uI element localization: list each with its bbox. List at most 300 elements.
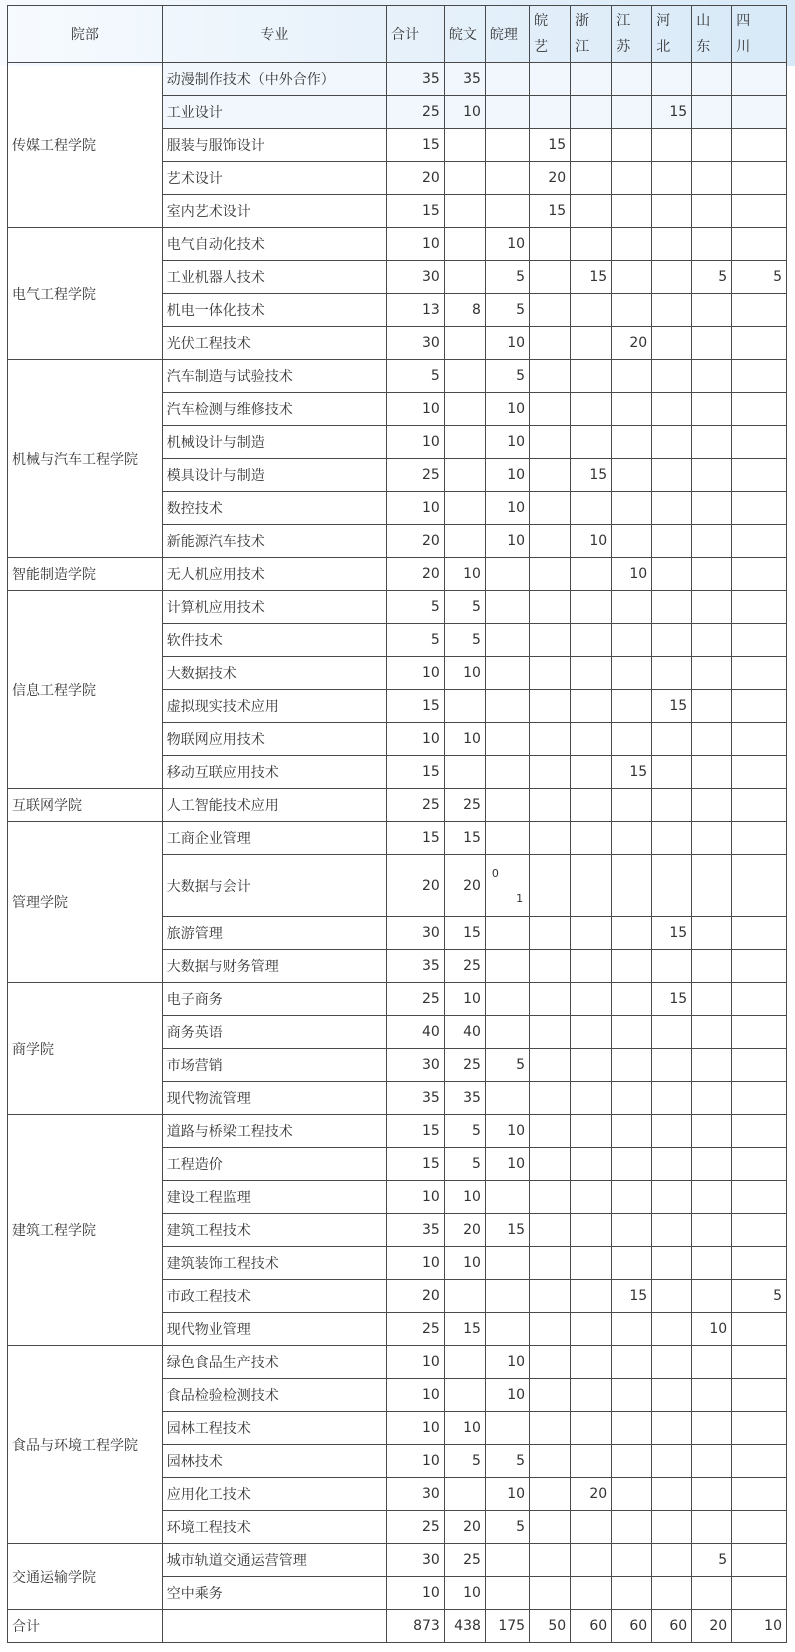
value-cell bbox=[485, 657, 529, 690]
value-cell bbox=[692, 1181, 732, 1214]
value-cell bbox=[652, 1214, 692, 1247]
value-cell bbox=[530, 657, 571, 690]
value-cell bbox=[530, 63, 571, 96]
major-cell: 现代物业管理 bbox=[162, 1313, 386, 1346]
value-cell bbox=[571, 657, 612, 690]
value-cell bbox=[692, 1247, 732, 1280]
value-cell bbox=[652, 1511, 692, 1544]
major-cell: 道路与桥梁工程技术 bbox=[162, 1115, 386, 1148]
table-row bbox=[8, 1115, 787, 1148]
value-cell: 25 bbox=[386, 459, 444, 492]
major-cell: 机电一体化技术 bbox=[162, 294, 386, 327]
value-cell: 10 bbox=[444, 96, 485, 129]
value-cell: 25 bbox=[386, 789, 444, 822]
value-cell: 5 bbox=[444, 591, 485, 624]
value-cell bbox=[444, 690, 485, 723]
value-cell: 20 bbox=[386, 162, 444, 195]
value-cell: 10 bbox=[485, 1478, 529, 1511]
value-cell bbox=[444, 393, 485, 426]
value-cell bbox=[732, 1379, 787, 1412]
value-cell bbox=[732, 1511, 787, 1544]
value-cell: 5 bbox=[485, 1511, 529, 1544]
value-cell: 10 bbox=[485, 459, 529, 492]
value-cell: 10 bbox=[386, 657, 444, 690]
major-cell: 无人机应用技术 bbox=[162, 558, 386, 591]
value-cell bbox=[530, 855, 571, 917]
value-cell bbox=[530, 525, 571, 558]
value-cell: 20 bbox=[530, 162, 571, 195]
department-cell: 建筑工程学院 bbox=[8, 1115, 163, 1346]
value-cell: 10 bbox=[485, 393, 529, 426]
value-cell bbox=[652, 657, 692, 690]
value-cell bbox=[485, 1016, 529, 1049]
value-cell: 20 bbox=[444, 855, 485, 917]
major-cell: 建筑工程技术 bbox=[162, 1214, 386, 1247]
value-cell bbox=[732, 96, 787, 129]
value-cell: 15 bbox=[652, 690, 692, 723]
value-cell: 15 bbox=[386, 129, 444, 162]
value-cell bbox=[692, 360, 732, 393]
value-cell bbox=[732, 822, 787, 855]
major-cell: 数控技术 bbox=[162, 492, 386, 525]
value-cell bbox=[571, 1016, 612, 1049]
value-cell: 15 bbox=[652, 983, 692, 1016]
header-sichuan: 四 川 bbox=[732, 6, 787, 63]
value-cell bbox=[692, 1115, 732, 1148]
value-cell bbox=[530, 1115, 571, 1148]
value-cell bbox=[530, 723, 571, 756]
value-cell bbox=[571, 983, 612, 1016]
value-cell bbox=[485, 756, 529, 789]
value-cell bbox=[530, 950, 571, 983]
value-cell: 15 bbox=[530, 129, 571, 162]
value-cell bbox=[571, 1181, 612, 1214]
major-cell: 工业机器人技术 bbox=[162, 261, 386, 294]
value-cell bbox=[652, 1544, 692, 1577]
value-cell bbox=[652, 1577, 692, 1610]
value-cell bbox=[571, 1577, 612, 1610]
value-cell bbox=[732, 129, 787, 162]
value-cell: 10 bbox=[444, 723, 485, 756]
value-cell bbox=[571, 63, 612, 96]
value-cell bbox=[692, 723, 732, 756]
major-cell: 模具设计与制造 bbox=[162, 459, 386, 492]
value-cell bbox=[652, 1082, 692, 1115]
value-cell bbox=[444, 459, 485, 492]
value-cell bbox=[571, 228, 612, 261]
value-cell bbox=[571, 1379, 612, 1412]
value-cell bbox=[732, 624, 787, 657]
value-cell: 1 0 bbox=[485, 855, 529, 917]
value-cell bbox=[692, 327, 732, 360]
value-cell bbox=[732, 294, 787, 327]
table-row bbox=[8, 63, 787, 96]
department-cell: 商学院 bbox=[8, 983, 163, 1115]
value-cell bbox=[612, 1412, 652, 1445]
value-cell bbox=[530, 1280, 571, 1313]
major-cell: 应用化工技术 bbox=[162, 1478, 386, 1511]
value-cell: 10 bbox=[386, 1379, 444, 1412]
major-cell: 服装与服饰设计 bbox=[162, 129, 386, 162]
value-cell bbox=[612, 983, 652, 1016]
value-cell: 15 bbox=[444, 822, 485, 855]
value-cell bbox=[612, 63, 652, 96]
value-cell bbox=[652, 1049, 692, 1082]
value-cell bbox=[530, 1313, 571, 1346]
value-cell bbox=[571, 393, 612, 426]
value-cell bbox=[692, 1016, 732, 1049]
value-cell: 8 bbox=[444, 294, 485, 327]
value-cell bbox=[612, 1115, 652, 1148]
value-cell bbox=[485, 917, 529, 950]
value-cell: 20 bbox=[444, 1214, 485, 1247]
value-cell bbox=[692, 129, 732, 162]
value-cell: 10 bbox=[386, 1412, 444, 1445]
major-cell: 园林工程技术 bbox=[162, 1412, 386, 1445]
header-anhui-li: 皖理 bbox=[485, 6, 529, 63]
table-row bbox=[8, 1346, 787, 1379]
value-cell bbox=[571, 855, 612, 917]
value-cell bbox=[571, 294, 612, 327]
value-cell bbox=[732, 1478, 787, 1511]
value-cell bbox=[612, 228, 652, 261]
value-cell: 15 bbox=[612, 756, 652, 789]
value-cell bbox=[612, 459, 652, 492]
value-cell bbox=[692, 983, 732, 1016]
value-cell bbox=[692, 162, 732, 195]
major-cell: 光伏工程技术 bbox=[162, 327, 386, 360]
value-cell: 10 bbox=[444, 1577, 485, 1610]
value-cell bbox=[612, 950, 652, 983]
value-cell bbox=[732, 690, 787, 723]
value-cell bbox=[444, 327, 485, 360]
value-cell bbox=[530, 558, 571, 591]
value-cell bbox=[732, 327, 787, 360]
value-cell: 20 bbox=[386, 558, 444, 591]
totals-value: 10 bbox=[732, 1610, 787, 1643]
value-cell bbox=[530, 96, 571, 129]
value-cell bbox=[485, 624, 529, 657]
value-cell bbox=[612, 129, 652, 162]
value-cell bbox=[652, 1016, 692, 1049]
value-cell bbox=[444, 1346, 485, 1379]
value-cell bbox=[571, 1346, 612, 1379]
major-cell: 市场营销 bbox=[162, 1049, 386, 1082]
value-cell bbox=[612, 162, 652, 195]
value-cell: 15 bbox=[612, 1280, 652, 1313]
value-cell bbox=[485, 723, 529, 756]
value-cell bbox=[530, 294, 571, 327]
value-cell: 5 bbox=[485, 1445, 529, 1478]
value-cell bbox=[444, 525, 485, 558]
value-cell bbox=[732, 1544, 787, 1577]
value-cell bbox=[571, 1247, 612, 1280]
value-cell bbox=[612, 492, 652, 525]
value-cell: 10 bbox=[386, 1445, 444, 1478]
value-cell: 20 bbox=[386, 1280, 444, 1313]
value-cell bbox=[485, 129, 529, 162]
value-cell bbox=[652, 426, 692, 459]
value-cell: 30 bbox=[386, 917, 444, 950]
value-cell bbox=[732, 1313, 787, 1346]
value-cell bbox=[612, 393, 652, 426]
value-cell bbox=[612, 855, 652, 917]
major-cell: 现代物流管理 bbox=[162, 1082, 386, 1115]
value-cell: 10 bbox=[485, 327, 529, 360]
value-cell bbox=[571, 1280, 612, 1313]
value-cell bbox=[692, 1346, 732, 1379]
value-cell bbox=[612, 1478, 652, 1511]
value-cell bbox=[612, 657, 652, 690]
major-cell: 食品检验检测技术 bbox=[162, 1379, 386, 1412]
major-cell: 工程造价 bbox=[162, 1148, 386, 1181]
value-cell bbox=[612, 1016, 652, 1049]
value-cell bbox=[485, 983, 529, 1016]
value-cell bbox=[444, 162, 485, 195]
major-cell: 工商企业管理 bbox=[162, 822, 386, 855]
value-cell bbox=[612, 1445, 652, 1478]
major-cell: 新能源汽车技术 bbox=[162, 525, 386, 558]
value-cell: 10 bbox=[444, 558, 485, 591]
value-cell bbox=[732, 1148, 787, 1181]
value-cell bbox=[652, 162, 692, 195]
value-cell bbox=[612, 917, 652, 950]
totals-major-blank bbox=[162, 1610, 386, 1643]
totals-value: 50 bbox=[530, 1610, 571, 1643]
value-cell bbox=[692, 789, 732, 822]
value-cell bbox=[652, 294, 692, 327]
value-cell bbox=[571, 162, 612, 195]
value-cell bbox=[612, 360, 652, 393]
table-row bbox=[8, 558, 787, 591]
value-cell bbox=[485, 558, 529, 591]
major-cell: 环境工程技术 bbox=[162, 1511, 386, 1544]
value-cell bbox=[612, 624, 652, 657]
value-cell bbox=[444, 1379, 485, 1412]
totals-row bbox=[8, 1610, 787, 1643]
value-cell bbox=[652, 558, 692, 591]
value-cell: 35 bbox=[386, 1214, 444, 1247]
value-cell: 10 bbox=[386, 393, 444, 426]
table-row bbox=[8, 360, 787, 393]
value-cell bbox=[692, 1412, 732, 1445]
header-row bbox=[8, 6, 787, 63]
value-cell bbox=[485, 789, 529, 822]
value-cell: 20 bbox=[444, 1511, 485, 1544]
value-cell bbox=[571, 327, 612, 360]
value-cell: 20 bbox=[386, 855, 444, 917]
value-cell bbox=[444, 195, 485, 228]
value-cell bbox=[652, 228, 692, 261]
value-cell: 5 bbox=[485, 360, 529, 393]
value-cell bbox=[444, 1280, 485, 1313]
value-cell bbox=[530, 360, 571, 393]
value-cell: 5 bbox=[444, 1115, 485, 1148]
major-cell: 市政工程技术 bbox=[162, 1280, 386, 1313]
value-cell bbox=[571, 195, 612, 228]
value-cell bbox=[732, 1181, 787, 1214]
value-cell bbox=[530, 1544, 571, 1577]
value-cell bbox=[692, 1049, 732, 1082]
value-cell bbox=[692, 525, 732, 558]
value-cell bbox=[571, 1313, 612, 1346]
header-anhui-yi: 皖 艺 bbox=[530, 6, 571, 63]
value-cell: 25 bbox=[386, 96, 444, 129]
major-cell: 园林技术 bbox=[162, 1445, 386, 1478]
value-cell bbox=[732, 591, 787, 624]
value-cell bbox=[692, 195, 732, 228]
value-cell bbox=[571, 690, 612, 723]
header-major: 专业 bbox=[162, 6, 386, 63]
department-cell: 食品与环境工程学院 bbox=[8, 1346, 163, 1544]
value-cell bbox=[732, 426, 787, 459]
value-cell bbox=[732, 492, 787, 525]
value-cell: 10 bbox=[444, 983, 485, 1016]
value-cell bbox=[530, 789, 571, 822]
value-cell bbox=[652, 360, 692, 393]
value-cell bbox=[732, 393, 787, 426]
value-cell bbox=[652, 1412, 692, 1445]
major-cell: 商务英语 bbox=[162, 1016, 386, 1049]
value-cell: 10 bbox=[444, 1247, 485, 1280]
value-cell bbox=[571, 591, 612, 624]
value-cell bbox=[530, 1346, 571, 1379]
value-cell bbox=[530, 917, 571, 950]
value-cell: 5 bbox=[386, 591, 444, 624]
value-cell bbox=[571, 723, 612, 756]
value-cell bbox=[444, 360, 485, 393]
value-cell bbox=[652, 1115, 692, 1148]
value-cell: 10 bbox=[444, 1181, 485, 1214]
value-cell bbox=[530, 1049, 571, 1082]
value-cell bbox=[530, 1148, 571, 1181]
value-cell bbox=[485, 950, 529, 983]
value-cell bbox=[732, 1115, 787, 1148]
department-cell: 交通运输学院 bbox=[8, 1544, 163, 1610]
major-cell: 人工智能技术应用 bbox=[162, 789, 386, 822]
value-cell bbox=[732, 917, 787, 950]
value-cell bbox=[530, 1082, 571, 1115]
value-cell: 10 bbox=[571, 525, 612, 558]
value-cell bbox=[530, 1016, 571, 1049]
value-cell bbox=[485, 1082, 529, 1115]
value-cell bbox=[732, 195, 787, 228]
value-cell: 35 bbox=[386, 950, 444, 983]
major-cell: 大数据与财务管理 bbox=[162, 950, 386, 983]
value-cell: 10 bbox=[485, 426, 529, 459]
value-cell bbox=[485, 1181, 529, 1214]
header-dept: 院部 bbox=[8, 6, 163, 63]
value-cell bbox=[530, 327, 571, 360]
value-cell bbox=[652, 1445, 692, 1478]
value-cell bbox=[732, 723, 787, 756]
value-cell bbox=[485, 591, 529, 624]
value-cell: 10 bbox=[386, 492, 444, 525]
value-cell bbox=[652, 855, 692, 917]
value-cell bbox=[571, 917, 612, 950]
value-cell: 20 bbox=[386, 525, 444, 558]
value-cell bbox=[612, 1181, 652, 1214]
value-cell bbox=[692, 950, 732, 983]
value-cell bbox=[571, 1049, 612, 1082]
department-cell: 机械与汽车工程学院 bbox=[8, 360, 163, 558]
value-cell bbox=[571, 789, 612, 822]
value-cell bbox=[571, 1511, 612, 1544]
value-cell bbox=[571, 558, 612, 591]
value-cell: 30 bbox=[386, 327, 444, 360]
value-cell bbox=[692, 459, 732, 492]
value-cell bbox=[571, 1082, 612, 1115]
department-cell: 电气工程学院 bbox=[8, 228, 163, 360]
value-cell bbox=[485, 63, 529, 96]
value-cell: 40 bbox=[444, 1016, 485, 1049]
value-cell bbox=[692, 1445, 732, 1478]
value-cell bbox=[692, 393, 732, 426]
value-cell: 10 bbox=[386, 1346, 444, 1379]
value-cell bbox=[692, 1082, 732, 1115]
major-cell: 工业设计 bbox=[162, 96, 386, 129]
value-cell bbox=[530, 426, 571, 459]
value-cell bbox=[571, 1115, 612, 1148]
totals-value: 873 bbox=[386, 1610, 444, 1643]
value-cell: 15 bbox=[386, 1115, 444, 1148]
major-cell: 汽车检测与维修技术 bbox=[162, 393, 386, 426]
value-cell bbox=[571, 950, 612, 983]
value-cell bbox=[652, 459, 692, 492]
value-cell bbox=[530, 983, 571, 1016]
value-cell bbox=[692, 591, 732, 624]
value-cell bbox=[692, 690, 732, 723]
table-row bbox=[8, 789, 787, 822]
value-cell bbox=[444, 1478, 485, 1511]
value-cell bbox=[652, 393, 692, 426]
header-anhui-wen: 皖文 bbox=[444, 6, 485, 63]
value-cell: 10 bbox=[485, 1346, 529, 1379]
value-cell: 15 bbox=[386, 195, 444, 228]
value-cell bbox=[652, 1148, 692, 1181]
value-cell bbox=[485, 822, 529, 855]
value-cell bbox=[612, 1577, 652, 1610]
value-cell bbox=[692, 96, 732, 129]
value-cell: 20 bbox=[571, 1478, 612, 1511]
value-cell bbox=[652, 261, 692, 294]
value-cell bbox=[652, 624, 692, 657]
value-cell bbox=[612, 1544, 652, 1577]
value-cell: 30 bbox=[386, 1544, 444, 1577]
value-cell: 15 bbox=[652, 917, 692, 950]
value-cell bbox=[692, 63, 732, 96]
value-cell bbox=[692, 228, 732, 261]
major-cell: 空中乘务 bbox=[162, 1577, 386, 1610]
major-cell: 大数据与会计 bbox=[162, 855, 386, 917]
value-cell: 15 bbox=[652, 96, 692, 129]
value-cell: 10 bbox=[444, 1412, 485, 1445]
value-cell bbox=[732, 789, 787, 822]
value-cell bbox=[692, 294, 732, 327]
value-cell bbox=[732, 1346, 787, 1379]
value-cell: 25 bbox=[386, 1313, 444, 1346]
value-cell: 5 bbox=[386, 360, 444, 393]
value-cell: 15 bbox=[386, 756, 444, 789]
value-cell: 10 bbox=[485, 1379, 529, 1412]
value-cell: 5 bbox=[485, 294, 529, 327]
value-cell: 5 bbox=[444, 1445, 485, 1478]
value-cell bbox=[652, 1379, 692, 1412]
value-cell bbox=[652, 1280, 692, 1313]
value-cell bbox=[530, 1412, 571, 1445]
value-cell bbox=[530, 393, 571, 426]
value-cell bbox=[652, 591, 692, 624]
